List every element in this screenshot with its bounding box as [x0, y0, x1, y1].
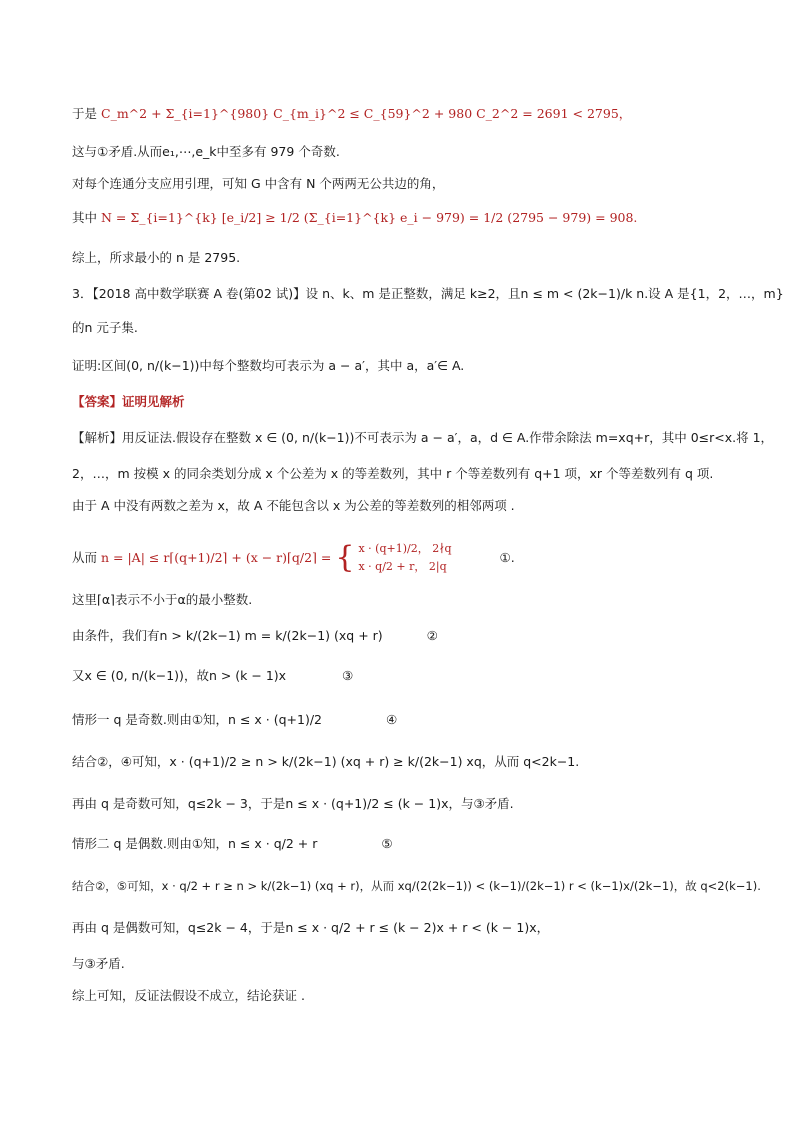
equation-tag-5: ⑤ [381, 836, 393, 851]
line-17 [72, 710, 732, 730]
line-21: 结合②，⑤可知，x · q/2 + r ≥ n > k/(2k−1) (xq + r)，从而 xq/(2(2k−1)) < (k−1)/(2k−1) r < (k−1)x/(2k−1)，故 q<2(k−1). [72, 879, 761, 893]
case-one-text: 情形一 q 是奇数.则由①知，n ≤ x · (q+1)/2 [72, 712, 323, 727]
case-even: x · q/2 + r， 2|q [358, 560, 447, 573]
line-5: 综上，所求最小的 n 是 2795. [72, 250, 241, 265]
equation-tag-1: ①. [499, 550, 515, 565]
line-4 [72, 208, 732, 228]
line-1 [72, 104, 732, 124]
line-20 [72, 834, 732, 854]
analysis-line: 【解析】用反证法.假设存在整数 x ∈ (0, n/(k−1))不可表示为 a − a′，a，d ∈ A.作带余除法 m=xq+r，其中 0≤r<x.将 1， [72, 430, 774, 445]
line-23: 与③矛盾. [72, 956, 125, 971]
line-2: 这与①矛盾.从而e₁,⋯,e_k中至多有 979 个奇数. [72, 144, 340, 159]
equation-tag-3: ③ [342, 668, 354, 683]
text-prefix: 其中 [72, 210, 98, 225]
proof-statement: 证明:区间(0, n/(k−1))中每个整数均可表示为 a − a′，其中 a，a′∈ A. [72, 358, 465, 373]
conclusion-line: 综上可知，反证法假设不成立，结论获证 . [72, 988, 305, 1003]
text-prefix: 从而 [72, 550, 98, 565]
line-22: 再由 q 是偶数可知，q≤2k − 4，于是n ≤ x · q/2 + r ≤ (k − 2)x + r < (k − 1)x， [72, 920, 550, 935]
case-odd: x · (q+1)/2， 2∤q [358, 542, 452, 555]
case-two-text: 情形二 q 是偶数.则由①知，n ≤ x · q/2 + r [72, 836, 318, 851]
line-14: 这里⌈α⌉表示不小于α的最小整数. [72, 592, 253, 607]
line-3: 对每个连通分支应用引理，可知 G 中含有 N 个两两无公共边的角， [72, 176, 445, 191]
line-16 [72, 666, 732, 686]
line-18: 结合②，④可知，x · (q+1)/2 ≥ n > k/(2k−1) (xq + r) ≥ k/(2k−1) xq，从而 q<2k−1. [72, 754, 580, 769]
piecewise-cases [358, 540, 451, 576]
equation-tag-2: ② [426, 628, 438, 643]
math-inequality: C_m^2 + Σ_{i=1}^{980} C_{m_i}^2 ≤ C_{59}^2 + 980 C_2^2 = 2691 < 2795， [101, 106, 632, 121]
line-15 [72, 626, 732, 646]
math-bound-A: n = |A| ≤ r⌈(q+1)/2⌉ + (x − r)⌈q/2⌉ = [101, 550, 332, 565]
text-prefix: 于是 [72, 106, 98, 121]
answer-line: 【答案】证明见解析 [72, 394, 185, 409]
equation-tag-4: ④ [386, 712, 398, 727]
line-19: 再由 q 是奇数可知，q≤2k − 3，于是n ≤ x · (q+1)/2 ≤ (k − 1)x，与③矛盾. [72, 796, 514, 811]
problem-3-header: 3．【2018 高中数学联赛 A 卷(第02 试)】设 n、k、m 是正整数，满足 k≥2，且n ≤ m < (2k−1)/k n.设 A 是{1，2，…，m} [72, 286, 784, 301]
line-12: 由于 A 中没有两数之差为 x，故 A 不能包含以 x 为公差的等差数列的相邻两项 . [72, 498, 515, 513]
interval-text: 又x ∈ (0, n/(k−1))，故n > (k − 1)x [72, 668, 287, 683]
brace-symbol: { [335, 540, 355, 575]
line-13 [72, 540, 732, 580]
math-sum-N: N = Σ_{i=1}^{k} [e_i/2] ≥ 1/2 (Σ_{i=1}^{k} e_i − 979) = 1/2 (2795 − 979) = 908. [101, 210, 638, 225]
line-7: 的n 元子集. [72, 320, 138, 335]
condition-text: 由条件，我们有n > k/(2k−1) m = k/(2k−1) (xq + r) [72, 628, 383, 643]
line-11: 2，…，m 按模 x 的同余类划分成 x 个公差为 x 的等差数列，其中 r 个等差数列有 q+1 项，xr 个等差数列有 q 项. [72, 466, 714, 481]
